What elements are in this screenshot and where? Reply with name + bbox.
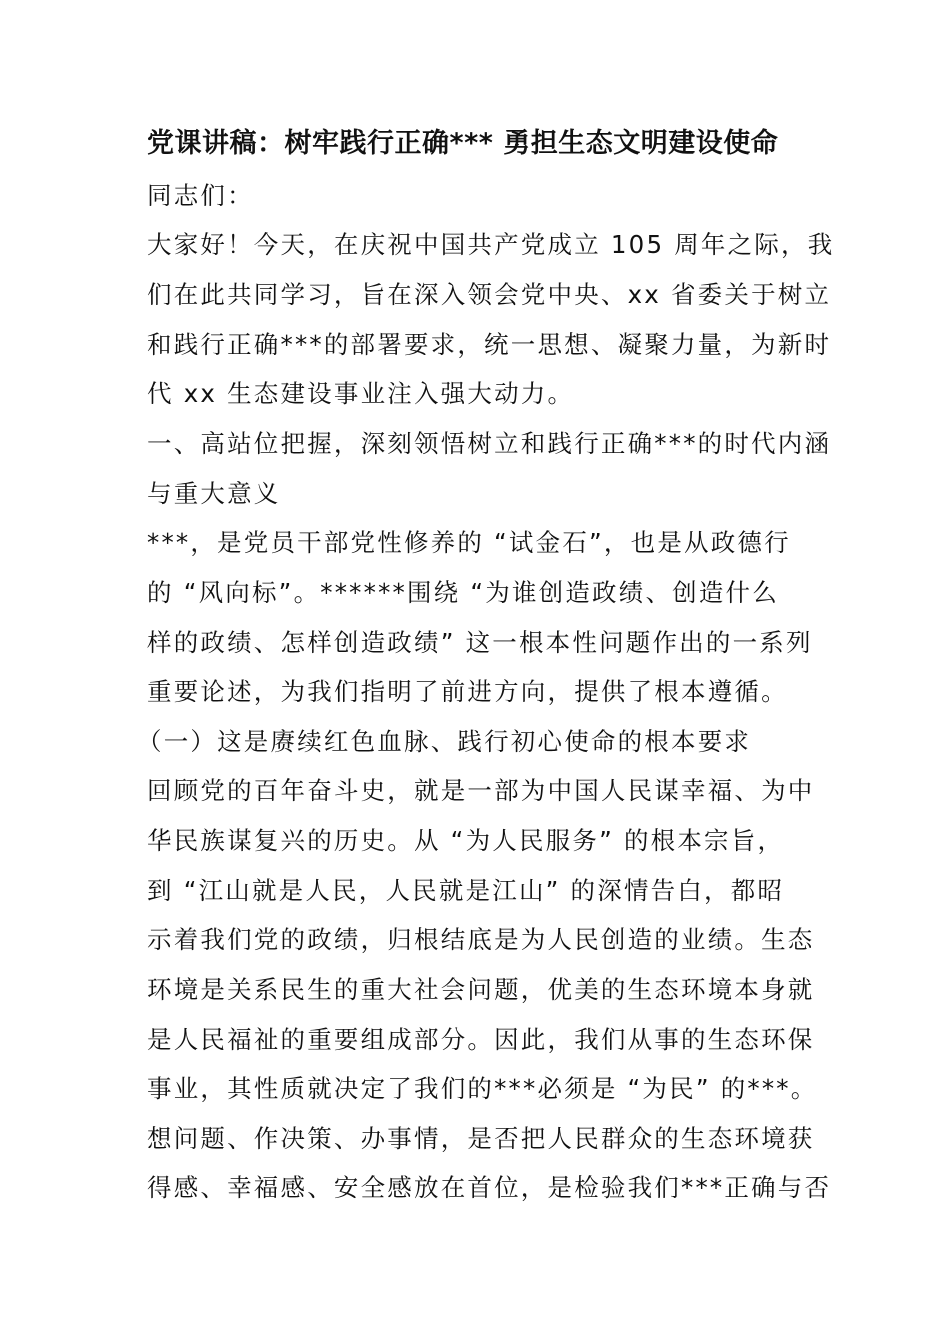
body-line-9: 的 “风向标”。******围绕 “为谁创造政绩、创造什么 — [147, 578, 779, 607]
body-line-19: 事业，其性质就决定了我们的***必须是 “为民” 的***。 — [147, 1074, 818, 1103]
section-heading-1: 一、高站位把握，深刻领悟树立和践行正确***的时代内涵 — [147, 429, 832, 458]
body-line-2: 大家好！今天，在庆祝中国共产党成立 105 周年之际，我 — [147, 230, 835, 259]
body-line-8: ***，是党员干部党性修养的 “试金石”，也是从政德行 — [147, 528, 791, 557]
section-heading-1-cont: 与重大意义 — [147, 479, 281, 508]
body-line-18: 是人民福祉的重要组成部分。因此，我们从事的生态环保 — [147, 1025, 815, 1054]
body-line-3: 们在此共同学习，旨在深入领会党中央、xx 省委关于树立 — [147, 280, 832, 309]
body-line-15: 到 “江山就是人民，人民就是江山” 的深情告白，都昭 — [147, 876, 785, 905]
body-line-17: 环境是关系民生的重大社会问题，优美的生态环境本身就 — [147, 975, 815, 1004]
body-line-13: 回顾党的百年奋斗史，就是一部为中国人民谋幸福、为中 — [147, 776, 815, 805]
body-line-11: 重要论述，为我们指明了前进方向，提供了根本遵循。 — [147, 677, 788, 706]
subsection-heading-1: （一）这是赓续红色血脉、践行初心使命的根本要求 — [137, 727, 752, 756]
body-line-4: 和践行正确***的部署要求，统一思想、凝聚力量，为新时 — [147, 330, 832, 359]
document-title: 党课讲稿：树牢践行正确*** 勇担生态文明建设使命 — [147, 128, 779, 159]
body-line-1: 同志们： — [147, 181, 254, 210]
body-line-16: 示着我们党的政绩，归根结底是为人民创造的业绩。生态 — [147, 925, 815, 954]
body-line-20: 想问题、作决策、办事情，是否把人民群众的生态环境获 — [147, 1124, 815, 1153]
body-line-5: 代 xx 生态建设事业注入强大动力。 — [147, 379, 575, 408]
body-line-10: 样的政绩、怎样创造政绩” 这一根本性问题作出的一系列 — [147, 628, 813, 657]
body-line-21: 得感、幸福感、安全感放在首位，是检验我们***正确与否 — [147, 1173, 832, 1202]
body-line-14: 华民族谋复兴的历史。从 “为人民服务” 的根本宗旨， — [147, 826, 785, 855]
